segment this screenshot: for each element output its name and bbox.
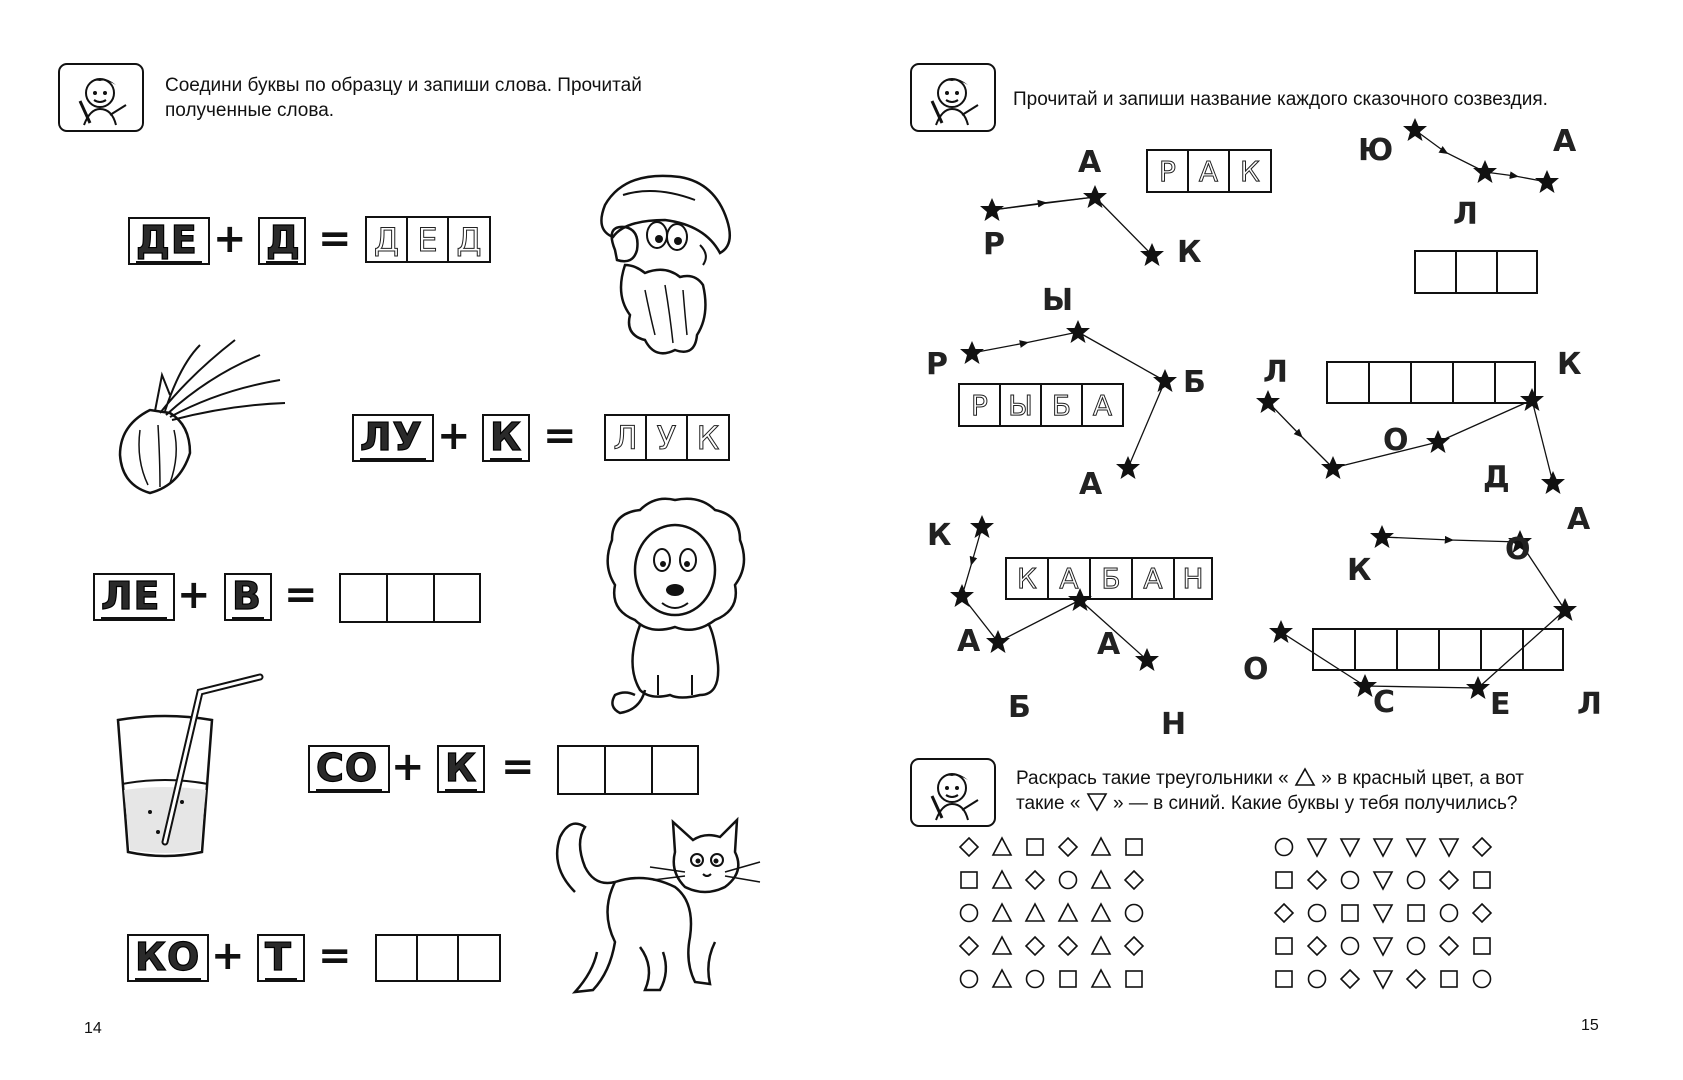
answer-cell[interactable] — [1314, 630, 1356, 669]
tri-up-shape-icon[interactable] — [1090, 968, 1112, 990]
answer-cell[interactable] — [1482, 630, 1524, 669]
tri-up-shape-icon[interactable] — [991, 902, 1013, 924]
square-shape-icon[interactable] — [1339, 902, 1361, 924]
diamond-shape-icon[interactable] — [1471, 836, 1493, 858]
equals-sign: = — [543, 413, 577, 459]
syllable-box-ko: КО — [127, 934, 209, 982]
answer-box-ryba[interactable] — [958, 383, 1124, 427]
answer-box-lev[interactable] — [339, 573, 481, 623]
triangle-up-icon — [1294, 767, 1316, 787]
tri-down-shape-icon[interactable] — [1339, 836, 1361, 858]
diamond-shape-icon[interactable] — [1405, 968, 1427, 990]
answer-cell[interactable]: Е — [408, 218, 449, 261]
lion-picture — [600, 495, 750, 720]
boy-writing-icon — [910, 758, 996, 827]
answer-cell[interactable] — [1498, 252, 1536, 292]
tri-up-shape-icon[interactable] — [1057, 902, 1079, 924]
answer-cell[interactable] — [606, 747, 653, 793]
circle-shape-icon[interactable] — [1123, 902, 1145, 924]
tri-down-shape-icon[interactable] — [1372, 902, 1394, 924]
circle-shape-icon[interactable] — [1306, 902, 1328, 924]
tri-up-shape-icon[interactable] — [1090, 935, 1112, 957]
square-shape-icon[interactable] — [1471, 869, 1493, 891]
letter-box-d: Д — [258, 217, 306, 265]
star-letter: А — [1567, 502, 1591, 537]
star-letter: О — [1383, 423, 1409, 458]
answer-cell[interactable] — [341, 575, 388, 621]
answer-cell[interactable]: Ы — [1001, 385, 1042, 425]
tri-up-shape-icon[interactable] — [991, 869, 1013, 891]
star-letter: Л — [1453, 197, 1478, 232]
right-instruction-1: Прочитай и запиши название каждого сказочного созвездия. — [1013, 89, 1548, 110]
left-instruction-line1: Соедини буквы по образцу и запиши слова. Прочитай — [165, 75, 642, 96]
star-letter: Р — [983, 227, 1005, 262]
answer-cell[interactable] — [1524, 630, 1562, 669]
circle-shape-icon[interactable] — [958, 902, 980, 924]
cat-picture — [545, 812, 770, 1002]
answer-box-ded[interactable] — [365, 216, 491, 263]
tri-down-shape-icon[interactable] — [1372, 968, 1394, 990]
star-letter: О — [1505, 532, 1531, 567]
answer-cell[interactable] — [435, 575, 479, 621]
letter-box-t: Т — [257, 934, 305, 982]
tri-down-shape-icon[interactable] — [1372, 869, 1394, 891]
equals-sign: = — [318, 216, 352, 262]
star-letter: Д — [1483, 460, 1510, 495]
page-number-left: 14 — [84, 1020, 102, 1037]
star-letter: А — [1079, 467, 1103, 502]
syllable-box-de: ДЕ — [128, 217, 210, 265]
circle-shape-icon[interactable] — [1339, 935, 1361, 957]
star-letter: С — [1373, 685, 1396, 720]
answer-cell[interactable]: К — [1007, 559, 1049, 598]
square-shape-icon[interactable] — [1438, 968, 1460, 990]
star-letter: К — [1347, 553, 1372, 588]
plus-sign: + — [211, 933, 245, 979]
answer-cell[interactable]: Д — [456, 220, 482, 259]
square-shape-icon[interactable] — [1123, 968, 1145, 990]
answer-cell[interactable]: У — [647, 416, 688, 459]
diamond-shape-icon[interactable] — [1306, 869, 1328, 891]
star-letter: А — [957, 624, 981, 659]
answer-cell[interactable] — [1356, 630, 1398, 669]
diamond-shape-icon[interactable] — [1057, 836, 1079, 858]
glass-of-juice-picture — [110, 672, 270, 862]
star-letter: Р — [926, 347, 948, 382]
answer-box-yula[interactable] — [1414, 250, 1538, 294]
star-letter: Е — [1490, 687, 1511, 722]
star-letter: Б — [1183, 365, 1206, 400]
square-shape-icon[interactable] — [1057, 968, 1079, 990]
circle-shape-icon[interactable] — [958, 968, 980, 990]
answer-cell[interactable]: А — [1092, 388, 1113, 422]
square-shape-icon[interactable] — [1273, 935, 1295, 957]
tri-down-shape-icon[interactable] — [1372, 836, 1394, 858]
diamond-shape-icon[interactable] — [1306, 935, 1328, 957]
page-number-right: 15 — [1581, 1017, 1599, 1034]
star-letter: Б — [1008, 690, 1031, 725]
onion-picture — [110, 335, 295, 495]
answer-cell[interactable]: Р — [960, 385, 1001, 425]
syllable-box-so: СО — [308, 745, 390, 793]
answer-cell[interactable] — [1496, 363, 1534, 402]
equals-sign: = — [318, 933, 352, 979]
answer-cell[interactable] — [418, 936, 459, 980]
plus-sign: + — [437, 413, 471, 459]
triangle-down-icon — [1086, 792, 1108, 812]
answer-cell[interactable]: Р — [1148, 151, 1189, 191]
diamond-shape-icon[interactable] — [1438, 869, 1460, 891]
answer-cell[interactable] — [459, 936, 499, 980]
equals-sign: = — [284, 572, 318, 618]
letter-box-k2: К — [437, 745, 485, 793]
circle-shape-icon[interactable] — [1471, 968, 1493, 990]
diamond-shape-icon[interactable] — [1339, 968, 1361, 990]
circle-shape-icon[interactable] — [1438, 902, 1460, 924]
diamond-shape-icon[interactable] — [1123, 869, 1145, 891]
tri-up-shape-icon[interactable] — [991, 968, 1013, 990]
answer-cell[interactable] — [1370, 363, 1412, 402]
star-letter: Н — [1161, 707, 1187, 742]
circle-shape-icon[interactable] — [1057, 869, 1079, 891]
tri-down-shape-icon[interactable] — [1306, 836, 1328, 858]
plus-sign: + — [177, 572, 211, 618]
answer-cell[interactable]: Б — [1042, 385, 1083, 425]
square-shape-icon[interactable] — [1273, 968, 1295, 990]
answer-cell[interactable] — [1328, 363, 1370, 402]
answer-box-kot[interactable] — [375, 934, 501, 982]
answer-cell[interactable] — [1412, 363, 1454, 402]
square-shape-icon[interactable] — [1024, 836, 1046, 858]
syllable-box-lu: ЛУ — [352, 414, 434, 462]
answer-cell[interactable]: А — [1049, 559, 1091, 598]
diamond-shape-icon[interactable] — [1123, 935, 1145, 957]
equals-sign: = — [501, 744, 535, 790]
tri-down-shape-icon[interactable] — [1405, 836, 1427, 858]
answer-cell[interactable] — [1398, 630, 1440, 669]
diamond-shape-icon[interactable] — [1024, 869, 1046, 891]
answer-box-koleso[interactable] — [1312, 628, 1564, 671]
answer-cell[interactable] — [1454, 363, 1496, 402]
answer-cell[interactable]: Л — [606, 416, 647, 459]
circle-shape-icon[interactable] — [1306, 968, 1328, 990]
tri-up-shape-icon[interactable] — [991, 935, 1013, 957]
diamond-shape-icon[interactable] — [1471, 902, 1493, 924]
square-shape-icon[interactable] — [1405, 902, 1427, 924]
answer-box-kaban[interactable] — [1005, 557, 1213, 600]
answer-cell[interactable] — [653, 747, 697, 793]
circle-shape-icon[interactable] — [1024, 968, 1046, 990]
star-letter: Ы — [1042, 283, 1074, 318]
circle-shape-icon[interactable] — [1405, 869, 1427, 891]
star-letter: К — [1557, 347, 1582, 382]
answer-cell[interactable] — [388, 575, 435, 621]
syllable-box-le: ЛЕ — [93, 573, 175, 621]
answer-cell[interactable] — [1416, 252, 1457, 292]
grandfather-picture — [585, 165, 745, 360]
diamond-shape-icon[interactable] — [958, 935, 980, 957]
answer-box-rak[interactable] — [1146, 149, 1272, 193]
answer-cell[interactable]: Б — [1091, 559, 1133, 598]
star-letter: А — [1097, 627, 1121, 662]
diamond-shape-icon[interactable] — [958, 836, 980, 858]
plus-sign: + — [391, 744, 425, 790]
answer-cell[interactable]: К — [696, 418, 720, 457]
diamond-shape-icon[interactable] — [1273, 902, 1295, 924]
tri-up-shape-icon[interactable] — [1090, 902, 1112, 924]
answer-cell[interactable]: А — [1133, 559, 1175, 598]
answer-cell[interactable]: А — [1189, 151, 1230, 191]
star-letter: А — [1553, 124, 1577, 159]
answer-box-luk[interactable] — [604, 414, 730, 461]
tri-down-shape-icon[interactable] — [1372, 935, 1394, 957]
star-letter: Л — [1577, 687, 1602, 722]
tri-up-shape-icon[interactable] — [1090, 836, 1112, 858]
answer-box-lodka[interactable] — [1326, 361, 1536, 404]
letter-box-k: К — [482, 414, 530, 462]
tri-up-shape-icon[interactable] — [1090, 869, 1112, 891]
answer-cell[interactable]: К — [1240, 154, 1260, 188]
circle-shape-icon[interactable] — [1339, 869, 1361, 891]
diamond-shape-icon[interactable] — [1438, 935, 1460, 957]
answer-cell[interactable] — [377, 936, 418, 980]
plus-sign: + — [213, 216, 247, 262]
star-letter: О — [1243, 652, 1269, 687]
answer-cell[interactable]: Н — [1182, 562, 1204, 595]
left-instruction — [165, 73, 685, 123]
diamond-shape-icon[interactable] — [1024, 935, 1046, 957]
letter-box-v: В — [224, 573, 272, 621]
boy-writing-icon — [58, 63, 144, 132]
star-letter: Л — [1263, 355, 1288, 390]
tri-down-shape-icon[interactable] — [1438, 836, 1460, 858]
answer-cell[interactable]: Д — [367, 218, 408, 261]
circle-shape-icon[interactable] — [1273, 836, 1295, 858]
answer-cell[interactable] — [1457, 252, 1498, 292]
tri-up-shape-icon[interactable] — [1024, 902, 1046, 924]
tri-up-shape-icon[interactable] — [991, 836, 1013, 858]
answer-cell[interactable] — [1440, 630, 1482, 669]
star-letter: К — [927, 518, 952, 553]
diamond-shape-icon[interactable] — [1057, 935, 1079, 957]
square-shape-icon[interactable] — [1471, 935, 1493, 957]
square-shape-icon[interactable] — [958, 869, 980, 891]
circle-shape-icon[interactable] — [1405, 935, 1427, 957]
square-shape-icon[interactable] — [1273, 869, 1295, 891]
star-letter: Ю — [1358, 133, 1394, 168]
square-shape-icon[interactable] — [1123, 836, 1145, 858]
star-letter: К — [1177, 235, 1202, 270]
answer-box-sok[interactable] — [557, 745, 699, 795]
right-instruction-2: Раскрась такие треугольники « » в красный цвет, а вот такие « » — в синий. Какие буквы у тебя получились? — [1016, 768, 1524, 814]
answer-cell[interactable] — [559, 747, 606, 793]
left-instruction-line2: полученные слова. — [165, 100, 335, 121]
star-letter: А — [1078, 145, 1102, 180]
